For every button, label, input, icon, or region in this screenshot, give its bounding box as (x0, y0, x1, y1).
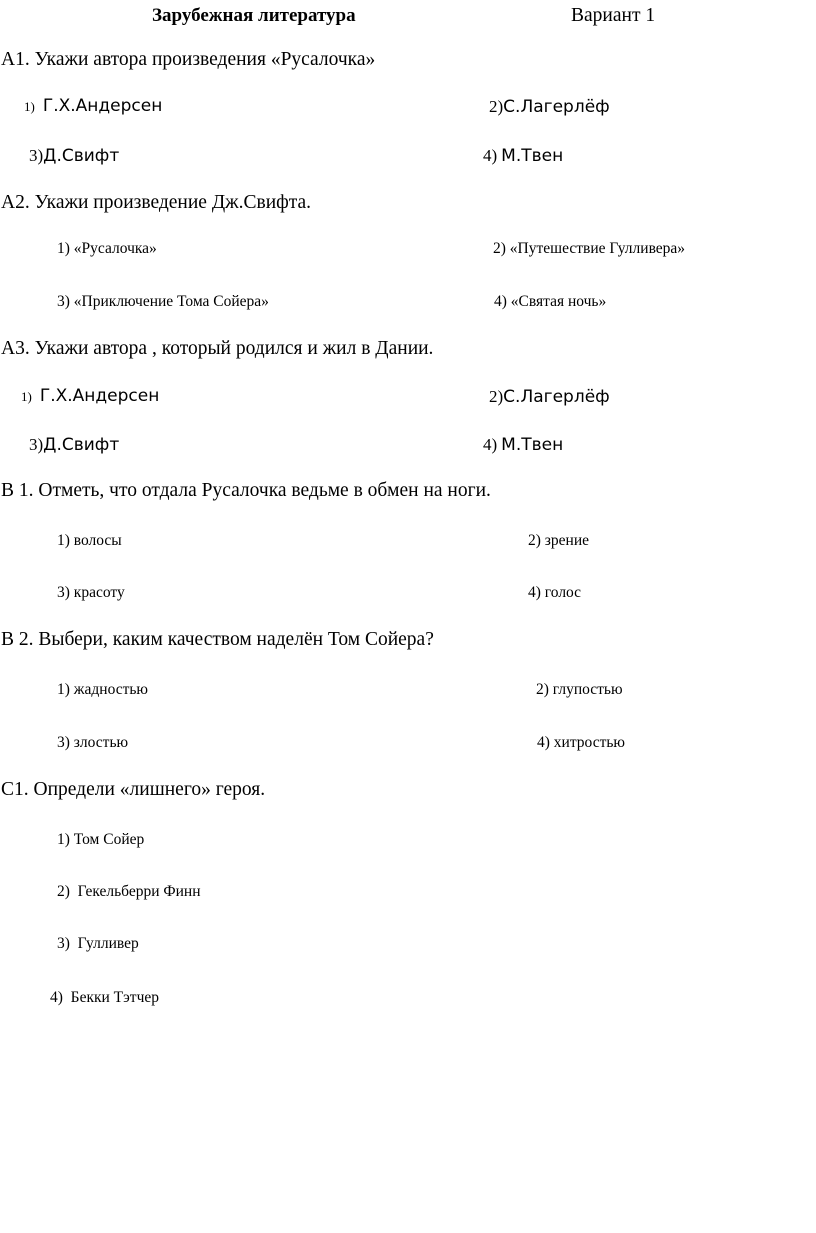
question-a1: А1. Укажи автора произведения «Русалочка» (1, 49, 376, 70)
option-b2-2: 2) глупостью (536, 681, 623, 698)
option-c1-3: 3) Гулливер (57, 935, 139, 952)
page-title: Зарубежная литература (152, 5, 356, 26)
option-b2-4: 4) хитростью (537, 734, 625, 751)
option-a3-3: 3)Д.Свифт (29, 435, 120, 455)
question-b2: В 2. Выбери, каким качеством наделён Том Сойера? (1, 629, 434, 650)
option-b1-3: 3) красоту (57, 584, 125, 601)
option-a1-1: 1) Г.Х.Андерсен (24, 96, 163, 116)
option-c1-4: 4) Бекки Тэтчер (50, 989, 160, 1006)
variant-label: Вариант 1 (571, 5, 656, 26)
option-a3-1: 1) Г.Х.Андерсен (21, 386, 160, 406)
question-c1: С1. Определи «лишнего» героя. (1, 779, 266, 800)
question-a3: А3. Укажи автора , который родился и жил в Дании. (1, 338, 434, 359)
option-a2-2: 2) «Путешествие Гулливера» (493, 240, 686, 257)
option-a3-2: 2)С.Лагерлёф (489, 387, 610, 407)
option-a1-2: 2)С.Лагерлёф (489, 97, 610, 117)
option-a2-4: 4) «Святая ночь» (494, 293, 607, 310)
option-c1-2: 2) Гекельберри Финн (57, 883, 201, 900)
option-b1-1: 1) волосы (57, 532, 122, 549)
option-b1-2: 2) зрение (528, 532, 590, 549)
option-b2-1: 1) жадностью (57, 681, 149, 698)
option-c1-1: 1) Том Сойер (57, 831, 145, 848)
option-a1-4: 4) М.Твен (483, 146, 564, 166)
option-a2-3: 3) «Приключение Тома Сойера» (57, 293, 269, 310)
question-a2: А2. Укажи произведение Дж.Свифта. (1, 192, 312, 213)
option-a3-4: 4) М.Твен (483, 435, 564, 455)
question-b1: В 1. Отметь, что отдала Русалочка ведьме в обмен на ноги. (1, 480, 491, 501)
option-b2-3: 3) злостью (57, 734, 129, 751)
option-a2-1: 1) «Русалочка» (57, 240, 157, 257)
option-a1-3: 3)Д.Свифт (29, 146, 120, 166)
option-b1-4: 4) голос (528, 584, 582, 601)
